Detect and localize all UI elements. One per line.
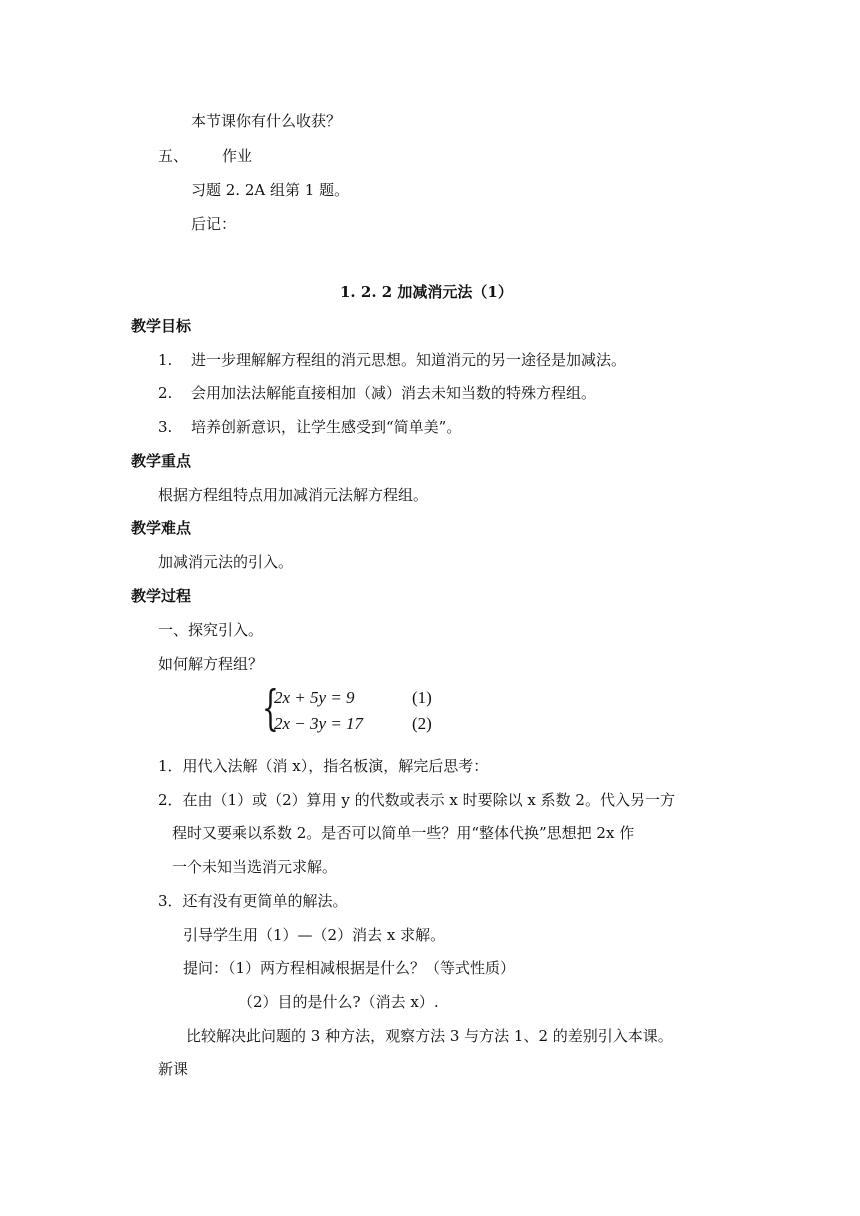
goal-1-number: 1. xyxy=(158,351,173,369)
question-2: （2）目的是什么?（消去 x）. xyxy=(238,993,439,1011)
equation-1-label: (1) xyxy=(412,688,432,707)
goal-3-number: 3. xyxy=(158,418,173,436)
equation-system xyxy=(262,680,452,738)
step-2-line-2: 程时又要乘以系数 2。是否可以简单一些？用“整体代换”思想把 2x 作 xyxy=(172,824,635,842)
compare-text: 比较解决此问题的 3 种方法，观察方法 3 与方法 1、2 的差别引入本课。 xyxy=(186,1027,673,1045)
goal-1-text: 进一步理解解方程组的消元思想。知道消元的另一途径是加减法。 xyxy=(191,351,627,369)
step-2-line-3: 一个未知当选消元求解。 xyxy=(172,858,338,876)
postscript-label: 后记： xyxy=(191,215,237,233)
step-3: 3．还有没有更简单的解法。 xyxy=(158,892,348,910)
key-points-heading: 教学重点 xyxy=(131,452,192,470)
step-1: 1．用代入法解（消 x），指名板演，解完后思考： xyxy=(158,757,489,775)
process-heading: 教学过程 xyxy=(131,587,192,605)
difficulty-text: 加减消元法的引入。 xyxy=(158,553,294,571)
section-5-number: 五、 xyxy=(158,147,189,165)
guide-text: 引导学生用（1）—（2）消去 x 求解。 xyxy=(183,926,446,944)
left-brace: { xyxy=(262,680,279,736)
goal-2-text: 会用加法法解能直接相加（减）消去未知当数的特殊方程组。 xyxy=(191,384,597,402)
harvest-question: 本节课你有什么收获？ xyxy=(191,112,342,130)
difficulty-heading: 教学难点 xyxy=(131,519,192,537)
question-1: 提问：（1）两方程相减根据是什么？（等式性质） xyxy=(183,959,516,977)
goal-3-text: 培养创新意识，让学生感受到“简单美”。 xyxy=(191,418,462,436)
equation-2: 2x − 3y = 17 xyxy=(274,714,364,733)
equation-2-label: (2) xyxy=(412,714,432,733)
key-points-text: 根据方程组特点用加减消元法解方程组。 xyxy=(158,486,429,504)
homework-text: 习题 2. 2A 组第 1 题。 xyxy=(191,181,350,199)
how-to-solve: 如何解方程组？ xyxy=(158,655,264,673)
new-lesson-label: 新课 xyxy=(158,1060,189,1078)
lesson-title: 1. 2. 2 加减消元法（1） xyxy=(340,283,513,301)
section-5-title: 作业 xyxy=(222,147,253,165)
goals-heading: 教学目标 xyxy=(131,317,192,335)
goal-2-number: 2. xyxy=(158,384,173,402)
explore-step: 一、探究引入。 xyxy=(158,621,264,639)
step-2-line-1: 2．在由（1）或（2）算用 y 的代数或表示 x 时要除以 x 系数 2。代入另一方 xyxy=(158,791,675,809)
equation-1: 2x + 5y = 9 xyxy=(274,688,355,707)
